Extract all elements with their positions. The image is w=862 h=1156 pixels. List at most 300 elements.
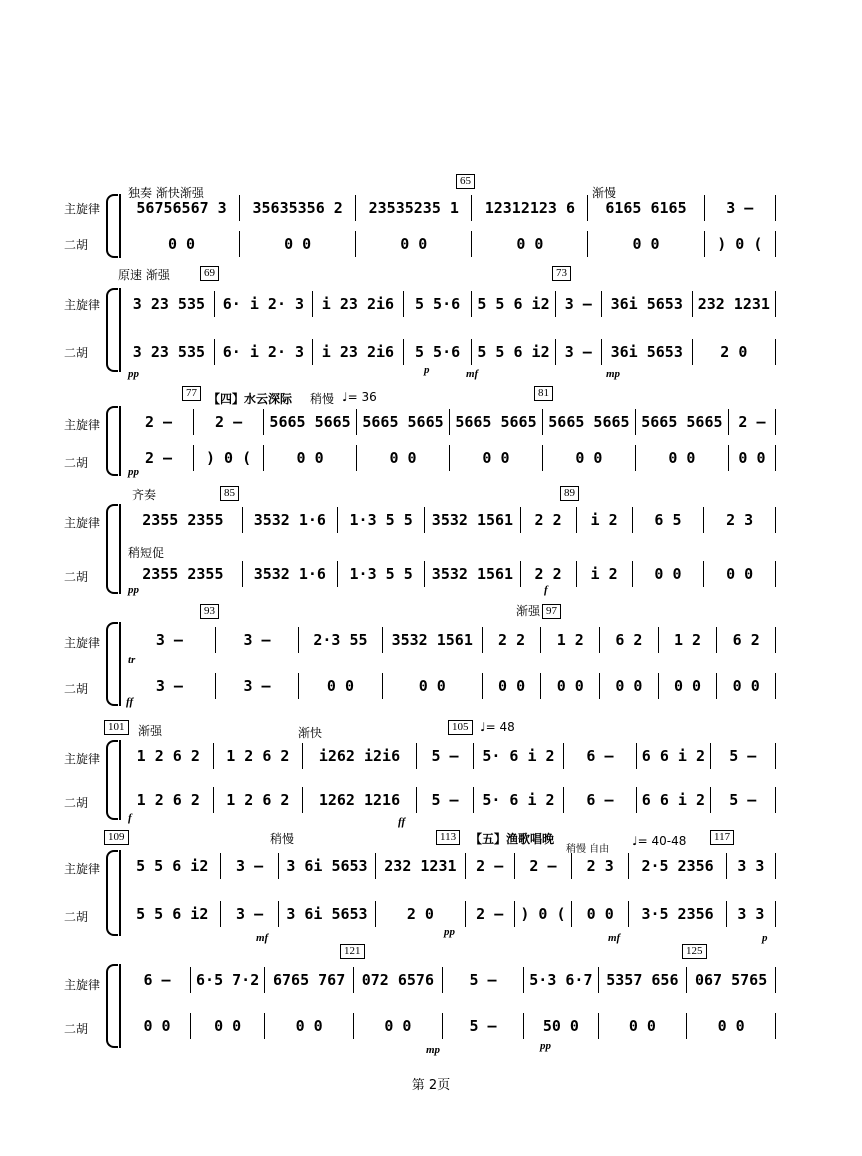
melody-row: [124, 966, 776, 994]
tempo-marking: ♩= 36: [342, 390, 377, 404]
tempo-marking: ♩= 40-48: [632, 834, 687, 848]
notes: i 2: [590, 511, 618, 529]
rehearsal-number: 125: [682, 944, 707, 959]
measure: [124, 409, 194, 435]
score-system-4: [0, 484, 862, 596]
measure: [243, 507, 338, 533]
erhu-row: [124, 560, 776, 588]
dynamic-marking: mf: [256, 932, 269, 944]
annotation: 齐奏: [132, 488, 157, 502]
measure: [313, 339, 404, 365]
notes: ) 0 (: [520, 905, 566, 923]
melody-label: 主旋律: [64, 752, 101, 766]
notes: 0 0: [143, 1017, 171, 1035]
notes: 5· 6 i 2: [482, 747, 555, 765]
system-line: [119, 850, 121, 936]
notes: 23535235 1: [368, 199, 459, 217]
score-system-1: [0, 175, 862, 260]
notes: 0 0: [632, 235, 660, 253]
notes: 6765 767: [273, 971, 346, 989]
measure: [636, 409, 729, 435]
dynamic-marking: ff: [126, 696, 134, 708]
annotation: 渐快: [298, 726, 323, 740]
erhu-label: 二胡: [64, 456, 89, 470]
system-line: [119, 740, 121, 820]
measure: [637, 743, 710, 769]
notes: 2 –: [738, 413, 766, 431]
notes: 5 5·6: [414, 295, 461, 313]
measure: [483, 627, 542, 653]
melody-row: [124, 290, 776, 318]
notes: 6 –: [586, 791, 614, 809]
tempo-value: = 40-48: [637, 834, 687, 848]
measure: [704, 561, 776, 587]
measure: [629, 901, 726, 927]
measure: [124, 787, 214, 813]
score-system-6: [0, 716, 862, 826]
measure: [357, 409, 450, 435]
notes: 2 –: [476, 857, 504, 875]
measure: [124, 339, 215, 365]
dynamic-marking: mf: [466, 368, 479, 380]
measure: [717, 627, 776, 653]
notes: 5665 5665: [455, 413, 537, 431]
measure: [564, 787, 637, 813]
measure: [588, 195, 704, 221]
measure: [221, 853, 278, 879]
notes: 0 0: [615, 677, 643, 695]
measure: [521, 507, 577, 533]
melody-label: 主旋律: [64, 862, 101, 876]
notes: 56756567 3: [136, 199, 227, 217]
notes: 0 0: [214, 1017, 242, 1035]
measure: [717, 673, 776, 699]
measure: [303, 787, 417, 813]
measure: [472, 195, 588, 221]
notes: 5 5 6 i2: [136, 857, 209, 875]
rehearsal-number: 121: [340, 944, 365, 959]
notes: 1 2 6 2: [136, 791, 200, 809]
dynamic-marking: pp: [540, 1040, 551, 1052]
rehearsal-number: 81: [534, 386, 553, 401]
measure: [191, 967, 265, 993]
dynamic-marking: f: [544, 584, 548, 596]
measure: [215, 339, 313, 365]
notes: 0 0: [726, 565, 754, 583]
notes: 0 0: [628, 1017, 656, 1035]
erhu-label: 二胡: [64, 570, 89, 584]
score-system-2: [0, 264, 862, 380]
notes: 2355 2355: [142, 511, 224, 529]
notes: 5665 5665: [362, 413, 444, 431]
measure: [383, 627, 483, 653]
notes: 0 0: [668, 449, 696, 467]
measure: [124, 743, 214, 769]
notes: 232 1231: [697, 295, 770, 313]
measure: [693, 291, 776, 317]
erhu-row: [124, 444, 776, 472]
rehearsal-number: 73: [552, 266, 571, 281]
notes: 0 0: [168, 235, 196, 253]
measure: [483, 673, 542, 699]
measure: [265, 967, 354, 993]
measure: [124, 195, 240, 221]
notes: 6 6 i 2: [641, 791, 705, 809]
notes: 6·5 7·2: [196, 971, 260, 989]
rehearsal-number: 69: [200, 266, 219, 281]
measure: [600, 627, 659, 653]
dynamic-marking: f: [128, 812, 132, 824]
notes: 5665 5665: [548, 413, 630, 431]
measure: [472, 339, 555, 365]
melody-row: [124, 506, 776, 534]
notes: 2·3 55: [313, 631, 368, 649]
dynamic-marking: ff: [398, 816, 406, 828]
notes: 0 0: [516, 235, 544, 253]
notes: 2 –: [476, 905, 504, 923]
measure: [124, 627, 216, 653]
rehearsal-number: 117: [710, 830, 734, 845]
measure: [705, 231, 776, 257]
measure: [524, 967, 598, 993]
notes: 2 2: [534, 511, 562, 529]
measure: [279, 853, 376, 879]
tempo-value: = 36: [347, 390, 377, 404]
annotation: 稍慢 自由: [566, 844, 610, 855]
notes: 5 5 6 i2: [136, 905, 209, 923]
melody-label: 主旋律: [64, 978, 101, 992]
erhu-label: 二胡: [64, 1022, 89, 1036]
notes: 0 0: [674, 677, 702, 695]
notes: 36i 5653: [610, 343, 683, 361]
measure: [572, 853, 629, 879]
melody-row: [124, 626, 776, 654]
measure: [577, 561, 633, 587]
measure: [376, 901, 465, 927]
measure: [243, 561, 338, 587]
notes: 0 0: [400, 235, 428, 253]
melody-row: [124, 408, 776, 436]
measure: [711, 787, 776, 813]
notes: 2 –: [529, 857, 557, 875]
notes: 12312123 6: [484, 199, 576, 217]
measure: [577, 507, 633, 533]
erhu-row: [124, 230, 776, 258]
notes: 50 0: [542, 1017, 579, 1035]
annotation: 稍短促: [128, 546, 165, 560]
annotation: 独奏 渐快渐强: [128, 186, 204, 200]
measure: [124, 507, 243, 533]
measure: [264, 445, 357, 471]
measure: [711, 743, 776, 769]
notes: i 23 2i6: [321, 295, 395, 313]
measure: [265, 1013, 354, 1039]
measure: [356, 195, 472, 221]
system-brace: [106, 504, 118, 594]
notes: 3 6i 5653: [286, 857, 368, 875]
notes: 3 23 535: [132, 343, 206, 361]
notes: 0 0: [732, 677, 760, 695]
erhu-row: [124, 672, 776, 700]
measure: [417, 787, 474, 813]
measure: [687, 1013, 776, 1039]
notes: 1·3 5 5: [349, 511, 413, 529]
notes: ) 0 (: [205, 449, 252, 467]
dynamic-marking: p: [424, 364, 430, 376]
measure: [636, 445, 729, 471]
notes: 5 –: [729, 791, 757, 809]
notes: 0 0: [326, 677, 355, 695]
notes: i 2: [590, 565, 618, 583]
notes: 1 2: [674, 631, 702, 649]
tempo-value: = 48: [485, 720, 515, 734]
notes: 6· i 2· 3: [222, 343, 305, 361]
notes: 0 0: [284, 235, 312, 253]
notes: i262 i2i6: [318, 747, 401, 765]
measure: [543, 445, 636, 471]
annotation: 稍慢: [270, 832, 295, 846]
notes: 3532 1·6: [253, 565, 326, 583]
annotation: 渐强: [516, 604, 541, 618]
erhu-row: [124, 900, 776, 928]
measure: [279, 901, 376, 927]
notes: 3 –: [243, 677, 271, 695]
rehearsal-number: 101: [104, 720, 129, 735]
measure: [687, 967, 776, 993]
notes: 0 0: [575, 449, 603, 467]
measure: [472, 231, 588, 257]
notes: 6 5: [654, 511, 682, 529]
dynamic-marking: p: [762, 932, 768, 944]
rehearsal-number: 105: [448, 720, 473, 735]
section-title: 【四】水云深际: [208, 392, 293, 406]
dynamic-marking: pp: [444, 926, 455, 938]
system-brace: [106, 194, 118, 258]
dynamic-marking: mf: [608, 932, 621, 944]
measure: [124, 901, 221, 927]
measure: [357, 445, 450, 471]
measure: [214, 787, 304, 813]
notes: 1 2 6 2: [226, 791, 290, 809]
measure: [521, 561, 577, 587]
measure: [124, 853, 221, 879]
system-line: [119, 406, 121, 476]
measure: [240, 195, 356, 221]
melody-label: 主旋律: [64, 298, 101, 312]
erhu-label: 二胡: [64, 346, 89, 360]
measure: [124, 231, 240, 257]
measure: [637, 787, 710, 813]
notes: 3 –: [236, 857, 264, 875]
notes: ) 0 (: [717, 235, 763, 253]
notes: 3 –: [726, 199, 754, 217]
measure: [417, 743, 474, 769]
notes: 6 6 i 2: [641, 747, 705, 765]
rehearsal-number: 85: [220, 486, 239, 501]
notes: 0 0: [389, 449, 417, 467]
score-system-8: [0, 942, 862, 1054]
notes: 0 0: [738, 449, 766, 467]
system-line: [119, 194, 121, 258]
erhu-label: 二胡: [64, 682, 89, 696]
notes: 2 3: [586, 857, 614, 875]
notes: 3532 1561: [431, 511, 514, 529]
system-brace: [106, 288, 118, 372]
notes: 5 –: [431, 791, 459, 809]
notes: 0 0: [296, 449, 324, 467]
erhu-label: 二胡: [64, 910, 89, 924]
system-brace: [106, 622, 118, 706]
notes: 3 –: [243, 631, 271, 649]
notes: 2 3: [726, 511, 754, 529]
notes: 5 –: [469, 1017, 497, 1035]
score-system-5: [0, 600, 862, 710]
page-number: 第 2页: [411, 1078, 451, 1093]
notes: i 23 2i6: [321, 343, 395, 361]
measure: [221, 901, 278, 927]
notes: 5 –: [729, 747, 757, 765]
measure: [124, 967, 191, 993]
notes: 5665 5665: [641, 413, 723, 431]
notes: 1·3 5 5: [349, 565, 413, 583]
notes: 3 –: [564, 343, 592, 361]
measure: [729, 409, 776, 435]
measure: [541, 673, 600, 699]
notes: 35635356 2: [252, 199, 343, 217]
measure: [659, 673, 718, 699]
measure: [450, 445, 543, 471]
measure: [474, 787, 564, 813]
measure: [443, 967, 525, 993]
measure: [194, 445, 264, 471]
annotation: 渐强: [138, 724, 163, 738]
measure: [404, 291, 472, 317]
melody-row: [124, 194, 776, 222]
measure: [191, 1013, 265, 1039]
section-title: 【五】渔歌唱晚: [470, 832, 555, 846]
measure: [216, 673, 299, 699]
rehearsal-number: 109: [104, 830, 129, 845]
annotation: 稍慢: [310, 392, 335, 406]
melody-row: [124, 852, 776, 880]
measure: [124, 1013, 191, 1039]
measure: [404, 339, 472, 365]
measure: [354, 1013, 443, 1039]
measure: [556, 291, 602, 317]
measure: [659, 627, 718, 653]
notes: 1262 1216: [318, 791, 401, 809]
measure: [693, 339, 776, 365]
measure: [599, 967, 688, 993]
notes: 5665 5665: [269, 413, 351, 431]
notes: 0 0: [498, 677, 526, 695]
notes: 3 3: [737, 857, 765, 875]
system-brace: [106, 406, 118, 476]
notes: 5 –: [469, 971, 497, 989]
measure: [602, 339, 693, 365]
measure: [425, 561, 520, 587]
score-system-3: [0, 384, 862, 480]
annotation: 渐慢: [592, 186, 617, 200]
notes: 2 –: [215, 413, 243, 431]
notes: 3 6i 5653: [286, 905, 368, 923]
measure: [466, 901, 515, 927]
system-line: [119, 964, 121, 1048]
measure: [599, 1013, 688, 1039]
notes: 3 –: [155, 677, 183, 695]
notes: 6165 6165: [605, 199, 687, 217]
measure: [704, 507, 776, 533]
dynamic-marking: pp: [128, 466, 139, 478]
measure: [524, 1013, 598, 1039]
rehearsal-number: 97: [542, 604, 561, 619]
notes: 3 –: [236, 905, 264, 923]
measure: [443, 1013, 525, 1039]
notes: 3 23 535: [132, 295, 206, 313]
measure: [515, 901, 572, 927]
notes: 6 –: [586, 747, 614, 765]
measure: [124, 561, 243, 587]
melody-label: 主旋律: [64, 202, 101, 216]
notes: 3 3: [737, 905, 765, 923]
erhu-label: 二胡: [64, 238, 89, 252]
notes: 6 2: [615, 631, 643, 649]
measure: [450, 409, 543, 435]
notes: 0 0: [717, 1017, 745, 1035]
rehearsal-number: 113: [436, 830, 460, 845]
notes: 1 2: [556, 631, 584, 649]
rehearsal-number: 65: [456, 174, 475, 189]
measure: [588, 231, 704, 257]
measure: [215, 291, 313, 317]
measure: [541, 627, 600, 653]
notes: 0 0: [384, 1017, 412, 1035]
measure: [633, 507, 705, 533]
annotation: 原速 渐强: [118, 268, 170, 282]
notes: 1 2 6 2: [136, 747, 200, 765]
measure: [124, 673, 216, 699]
notes: 2355 2355: [142, 565, 224, 583]
melody-label: 主旋律: [64, 636, 101, 650]
measure: [472, 291, 555, 317]
dynamic-marking: mp: [426, 1044, 441, 1056]
measure: [216, 627, 299, 653]
notes: 5 5 6 i2: [477, 295, 550, 313]
score-system-7: [0, 828, 862, 944]
notes: 5 –: [431, 747, 459, 765]
trill-marking: tr: [128, 654, 136, 666]
measure: [727, 901, 776, 927]
rehearsal-number: 93: [200, 604, 219, 619]
notes: 0 0: [556, 677, 584, 695]
system-brace: [106, 850, 118, 936]
measure: [564, 743, 637, 769]
notes: 2 –: [144, 449, 173, 467]
notes: 0 0: [418, 677, 446, 695]
notes: 232 1231: [384, 857, 457, 875]
measure: [629, 853, 726, 879]
notes: 3·5 2356: [641, 905, 714, 923]
notes: 2 2: [534, 565, 562, 583]
notes: 5357 656: [606, 971, 679, 989]
measure: [313, 291, 404, 317]
notes: 0 0: [295, 1017, 323, 1035]
notes: 5 5·6: [414, 343, 461, 361]
measure: [194, 409, 264, 435]
system-brace: [106, 964, 118, 1048]
erhu-row: [124, 786, 776, 814]
measure: [466, 853, 515, 879]
